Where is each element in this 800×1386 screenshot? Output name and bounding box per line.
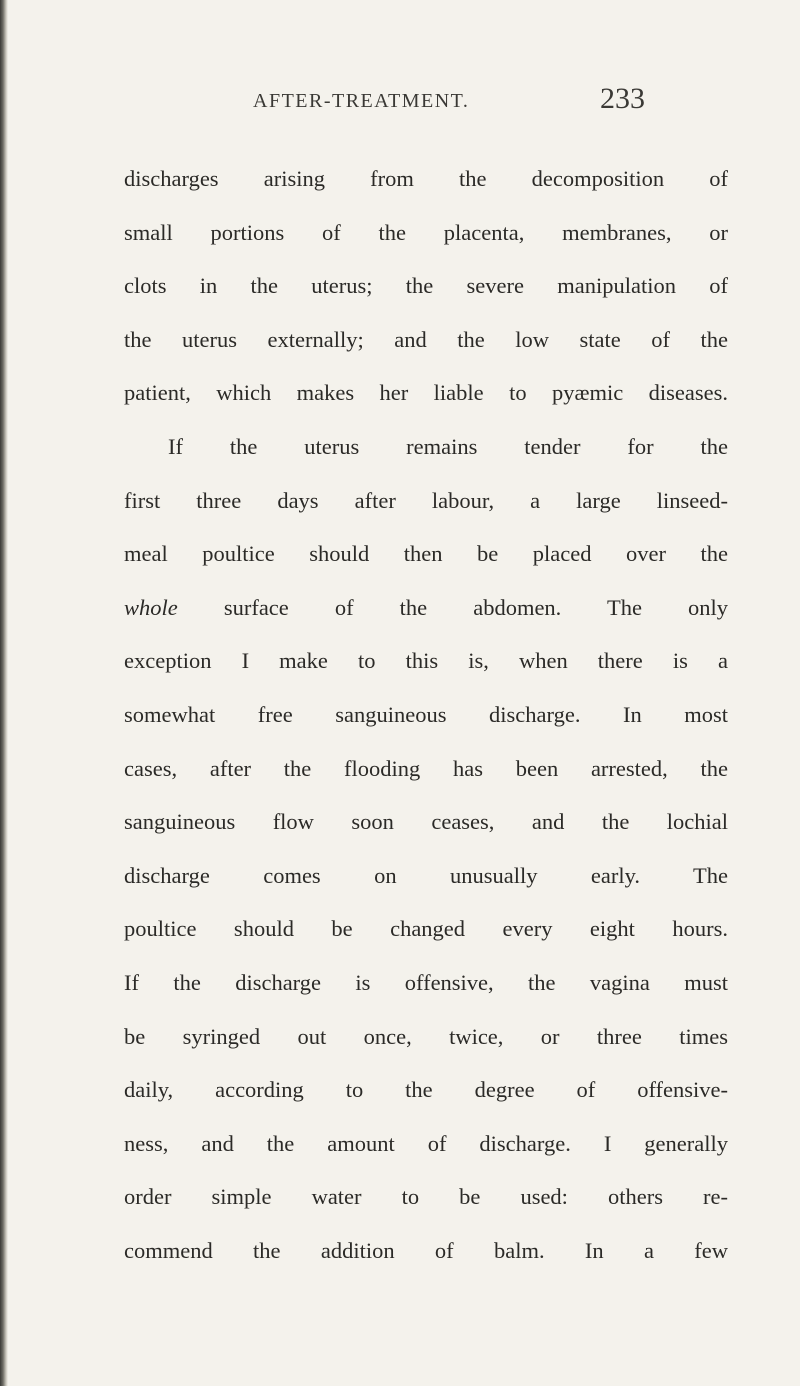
- text-line: ness, and the amount of discharge. I generally: [124, 1130, 728, 1156]
- italic-word: whole: [124, 594, 178, 620]
- page-header: [0, 82, 800, 126]
- text-line-rest: surface of the abdomen. The only: [223, 594, 729, 620]
- text-line: first three days after labour, a large linseed-: [124, 487, 728, 513]
- page-spine-shadow: [0, 0, 8, 1386]
- text-line: be syringed out once, twice, or three times: [124, 1023, 728, 1049]
- text-line: cases, after the flooding has been arrested, the: [124, 755, 728, 781]
- paragraph-start-line: If the uterus remains tender for the: [168, 433, 728, 459]
- text-line-with-italic: [124, 581, 728, 635]
- text-line: daily, according to the degree of offensive-: [124, 1077, 728, 1103]
- text-line: discharge comes on unusually early. The: [124, 862, 728, 888]
- running-head: AFTER-TREATMENT.: [253, 90, 470, 112]
- text-line: exception I make to this is, when there is a: [124, 648, 728, 674]
- text-line: meal poultice should then be placed over the: [124, 541, 728, 567]
- body-text: [124, 152, 728, 1277]
- text-line: poultice should be changed every eight hours.: [124, 916, 728, 942]
- text-line: small portions of the placenta, membranes, or: [124, 219, 728, 245]
- text-line: commend the addition of balm. In a few: [124, 1237, 728, 1263]
- text-line: If the discharge is offensive, the vagina must: [124, 969, 728, 995]
- text-line: discharges arising from the decomposition of: [124, 166, 728, 191]
- text-line: somewhat free sanguineous discharge. In most: [124, 701, 728, 727]
- page-number: 233: [600, 82, 645, 115]
- text-line: patient, which makes her liable to pyæmic diseases.: [124, 380, 728, 406]
- text-line: sanguineous flow soon ceases, and the lochial: [124, 809, 728, 835]
- text-line: order simple water to be used: others re-: [124, 1184, 728, 1210]
- text-line: clots in the uterus; the severe manipulation of: [124, 273, 728, 299]
- text-line: the uterus externally; and the low state of the: [124, 326, 728, 352]
